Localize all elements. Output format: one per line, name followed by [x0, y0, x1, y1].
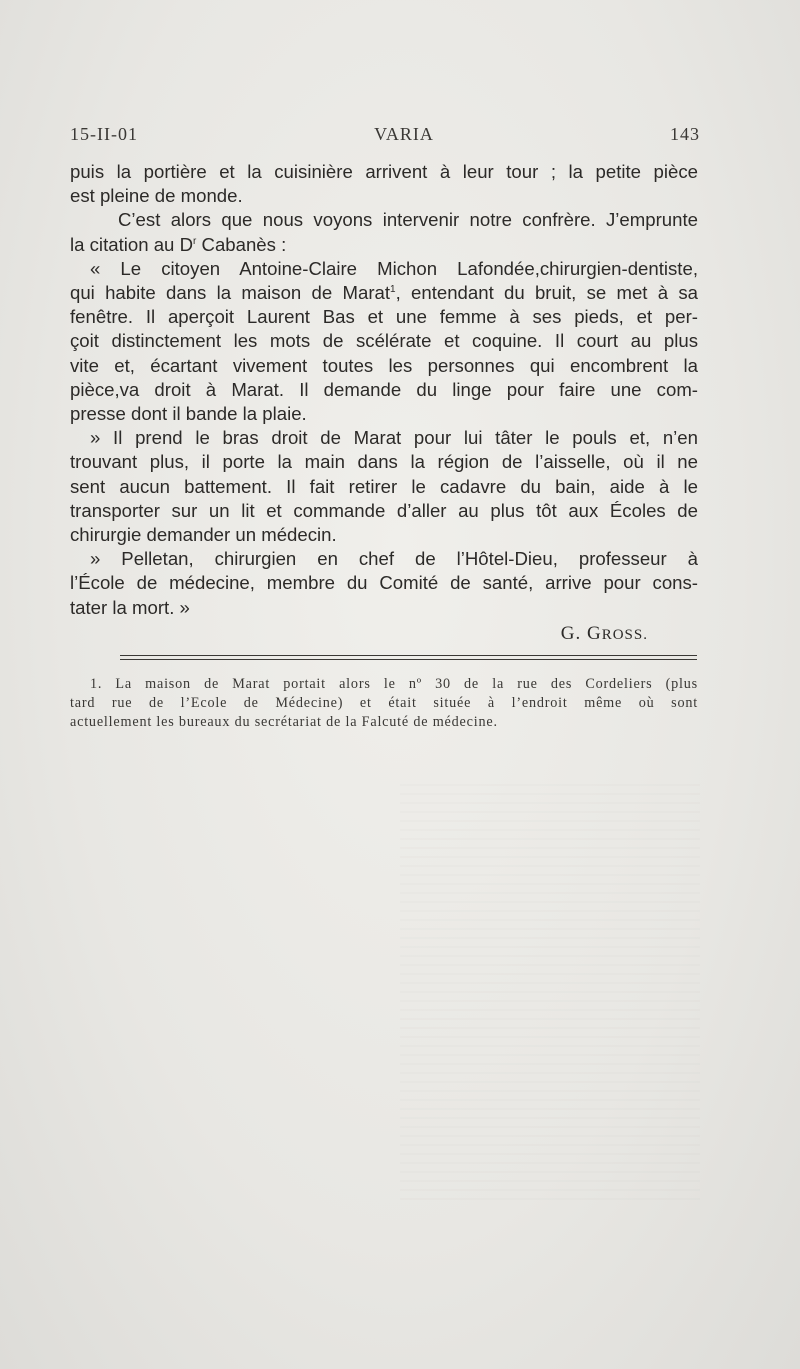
footnote-marker: 1 — [390, 283, 396, 295]
paragraph-3 — [70, 257, 698, 426]
footnote-line: actuellement les bureaux du secrétariat de la Falcuté de médecine. — [70, 714, 498, 730]
footnote-line: tard rue de l’Ecole de Médecine) et était située à l’endroit même où sont — [70, 695, 698, 711]
paragraph-5 — [70, 547, 698, 620]
body-line: » Il prend le bras droit de Marat pour lui tâter le pouls et, n’en — [90, 427, 698, 449]
body-line: sent aucun battement. Il fait retirer le cadavre du bain, aide à le — [70, 475, 698, 497]
footnote-line: 1. La maison de Marat portait alors le nº 30 de la rue des Cordeliers (plus — [90, 676, 698, 692]
body-line — [70, 233, 698, 257]
footnote — [70, 675, 698, 732]
footnote-rule-thin — [120, 659, 697, 660]
body-line: est pleine de monde. — [70, 185, 243, 207]
paragraph-4 — [70, 426, 698, 547]
article-body — [70, 160, 698, 647]
body-line: tater la mort. » — [70, 596, 190, 618]
body-text-fragment: , entendant du bruit, se met à sa — [395, 282, 698, 304]
body-line: pièce,va droit à Marat. Il demande du linge pour faire une com- — [70, 378, 698, 400]
body-line: transporter sur un lit et commande d’aller au plus tôt aux Écoles de — [70, 499, 698, 521]
body-line: puis la portière et la cuisinière arrivent à leur tour ; la petite pièce — [70, 161, 698, 182]
running-header — [70, 124, 700, 145]
body-line: çoit distinctement les mots de scélérate et coquine. Il court au plus — [70, 330, 698, 352]
superscript: r — [193, 235, 197, 247]
body-text-fragment: Cabanès : — [196, 233, 287, 255]
footnote-rule — [120, 655, 697, 656]
header-section-title: VARIA — [374, 124, 434, 144]
body-text-fragment: la citation au D — [70, 233, 193, 255]
body-line: vite et, écartant vivement toutes les personnes qui encombrent la — [70, 354, 698, 376]
body-line: fenêtre. Il aperçoit Laurent Bas et une femme à ses pieds, et per- — [70, 306, 698, 328]
body-line — [70, 281, 698, 305]
body-line: l’École de médecine, membre du Comité de santé, arrive pour cons- — [70, 572, 698, 594]
signature-smallcaps: ROSS. — [601, 626, 648, 643]
header-date: 15-II-01 — [70, 124, 138, 144]
header-page-number: 143 — [669, 124, 700, 144]
show-through-texture — [400, 780, 700, 1200]
author-signature — [70, 622, 698, 647]
body-line: » Pelletan, chirurgien en chef de l’Hôtel-Dieu, professeur à — [90, 548, 698, 570]
paragraph-1 — [70, 160, 698, 208]
body-line: trouvant plus, il porte la main dans la région de l’aisselle, où il ne — [70, 451, 698, 473]
paragraph-2 — [70, 208, 698, 256]
body-line: C’est alors que nous voyons intervenir notre confrère. J’emprunte — [118, 209, 698, 231]
body-text-fragment: qui habite dans la maison de Marat — [70, 282, 391, 304]
body-line: presse dont il bande la plaie. — [70, 403, 307, 425]
signature-initial: G. G — [560, 622, 602, 644]
body-line: « Le citoyen Antoine-Claire Michon Lafondée,chirurgien-dentiste, — [90, 257, 698, 279]
body-line: chirurgie demander un médecin. — [70, 524, 337, 546]
